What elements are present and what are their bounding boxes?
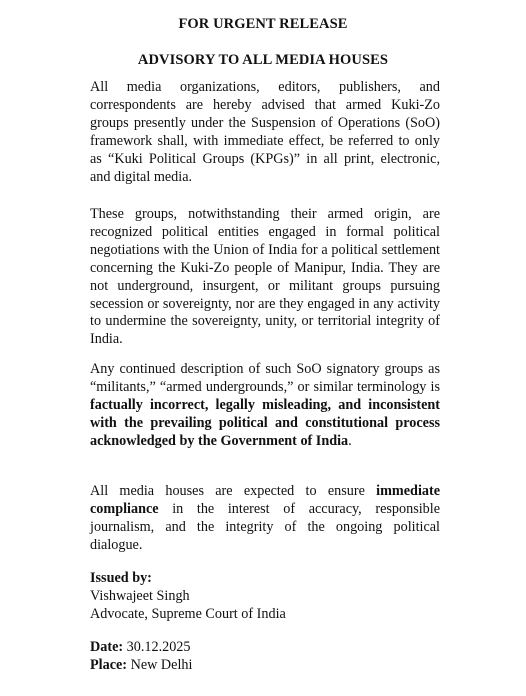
paragraph-status: These groups, notwithstanding their armed origin, are recognized political entities engaged in formal political negotiations with the Union of India for a political settlement concerning the Kuki-Zo people of Manipur, India. They are not underground, insurgent, or militant groups pursuing secession or sovereignty, nor are they engaged in any activity to undermine the sovereignty, unity, or territorial integrity of India. [90, 206, 440, 348]
paragraph-compliance-emphasis: immediate compliance [90, 483, 440, 517]
issued-by-label: Issued by: [90, 570, 152, 586]
date-place-block [90, 639, 450, 675]
issuer-block [90, 570, 450, 624]
paragraph-designation: All media organizations, editors, publishers, and correspondents are hereby advised that armed Kuki-Zo groups presently under the Suspension of Operations (SoO) framework shall, with immediate effect, be referred to only as “Kuki Political Groups (KPGs)” in all print, electronic, and digital media. [90, 79, 440, 185]
place-label: Place: [90, 656, 128, 673]
issuer-name: Vishwajeet Singh [90, 587, 190, 604]
paragraph-compliance-text: All media houses are expected to ensure [90, 483, 377, 499]
date-value: 30.12.2025 [123, 639, 191, 655]
place-value: New Delhi [127, 656, 193, 673]
date-line [90, 639, 450, 657]
paragraph-terminology-end: . [348, 432, 352, 449]
paragraph-compliance-end: in the interest of accuracy, responsible journalism, and the integrity of the ongoing political dialogue. [90, 500, 440, 553]
place-line [90, 657, 450, 675]
paragraph-terminology-text: Any continued description of such SoO signatory groups as “militants,” “armed undergrounds,” or similar terminology is [90, 361, 440, 395]
document-title: ADVISORY TO ALL MEDIA HOUSES [137, 52, 389, 68]
paragraph-terminology [90, 361, 440, 451]
paragraph-terminology-emphasis: factually incorrect, legally misleading, and inconsistent with the prevailing political and constitutional process acknowledged by the Government of India [90, 396, 440, 449]
paragraph-compliance [90, 483, 440, 555]
issuer-designation: Advocate, Supreme Court of India [90, 605, 286, 622]
date-label: Date: [90, 639, 124, 655]
release-label: FOR URGENT RELEASE [178, 16, 348, 32]
